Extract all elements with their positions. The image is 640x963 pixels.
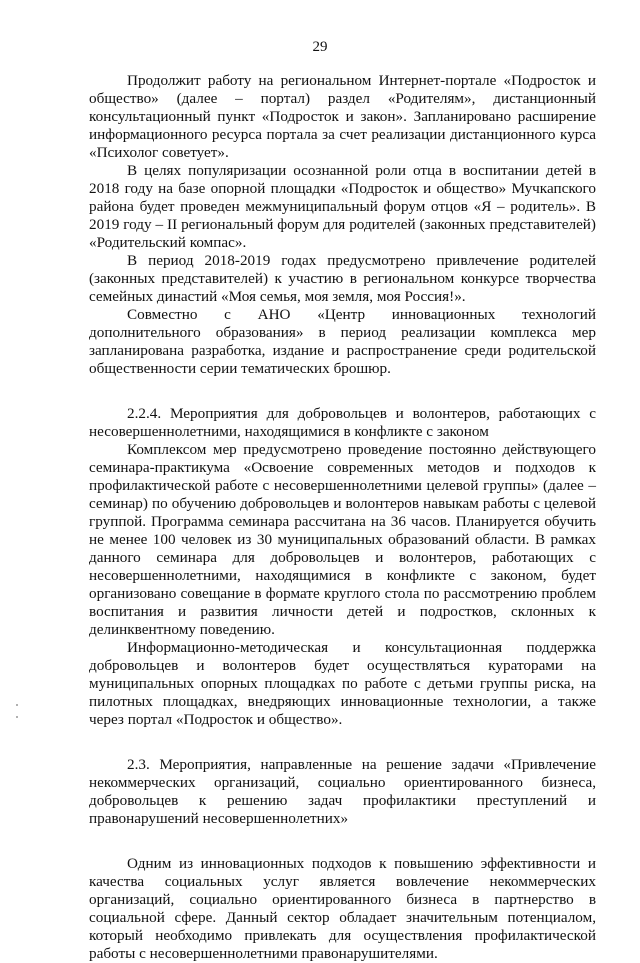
- paragraph: Совместно с АНО «Центр инновационных технологий дополнительного образования» в период реализации комплекса мер запланирована разработка, издание и распространение среди родительской общественности серии тематических брошюр.: [89, 306, 596, 377]
- scan-speck: [16, 716, 18, 718]
- paragraph: Одним из инновационных подходов к повышению эффективности и качества социальных услуг является вовлечение некоммерческих организаций, социально ориентированного бизнеса в партнерство в социальной сфере. Данный сектор обладает значительным потенциалом, который необходимо привлекать для осуществления профилактической работы с несовершеннолетними правонарушителями.: [89, 855, 596, 962]
- section-heading-2-2-4: 2.2.4. Мероприятия для добровольцев и волонтеров, работающих с несовершеннолетними, находящимися в конфликте с законом: [89, 405, 596, 440]
- scan-speck: [16, 704, 18, 706]
- paragraph: В целях популяризации осознанной роли отца в воспитании детей в 2018 году на базе опорной площадки «Подросток и общество» Мучкапского района будет проведен межмуниципальный форум отцов «Я – родитель». В 2019 году – II региональный форум для родителей (законных представителей) «Родительский компас».: [89, 162, 596, 251]
- paragraph: В период 2018-2019 годах предусмотрено привлечение родителей (законных представителей) к участию в региональном конкурсе творчества семейных династий «Моя семья, моя земля, моя Россия!».: [89, 252, 596, 305]
- page-number: 29: [312, 39, 328, 55]
- body-text: [89, 72, 596, 963]
- paragraph: Продолжит работу на региональном Интернет-портале «Подросток и общество» (далее – портал) раздел «Родителям», дистанционный консультационный пункт «Подросток и закон». Запланировано расширение информационного ресурса портала за счет реализации дистанционного курса «Психолог советует».: [89, 72, 596, 161]
- section-heading-2-3: 2.3. Мероприятия, направленные на решение задачи «Привлечение некоммерческих организаций, социально ориентированного бизнеса, добровольцев к решению задач профилактики преступлений и правонарушений несовершеннолетних»: [89, 756, 596, 827]
- paragraph: Комплексом мер предусмотрено проведение постоянно действующего семинара-практикума «Освоение современных методов и подходов к профилактической работе с несовершеннолетними целевой группы» (далее – семинар) по обучению добровольцев и волонтеров навыкам работы с целевой группой. Программа семинара рассчитана на 36 часов. Планируется обучить не менее 100 человек из 30 муниципальных образований области. В рамках данного семинара для добровольцев и волонтеров, работающих с несовершеннолетними, находящимися в конфликте с законом, будет организовано совещание в формате круглого стола по рассмотрению проблем воспитания и развития личности детей и подростков, склонных к делинквентному поведению.: [89, 441, 596, 638]
- paragraph: Информационно-методическая и консультационная поддержка добровольцев и волонтеров будет осуществляться кураторами на муниципальных опорных площадках по работе с детьми группы риска, на пилотных площадках, внедряющих инновационные технологии, а также через портал «Подросток и общество».: [89, 639, 596, 728]
